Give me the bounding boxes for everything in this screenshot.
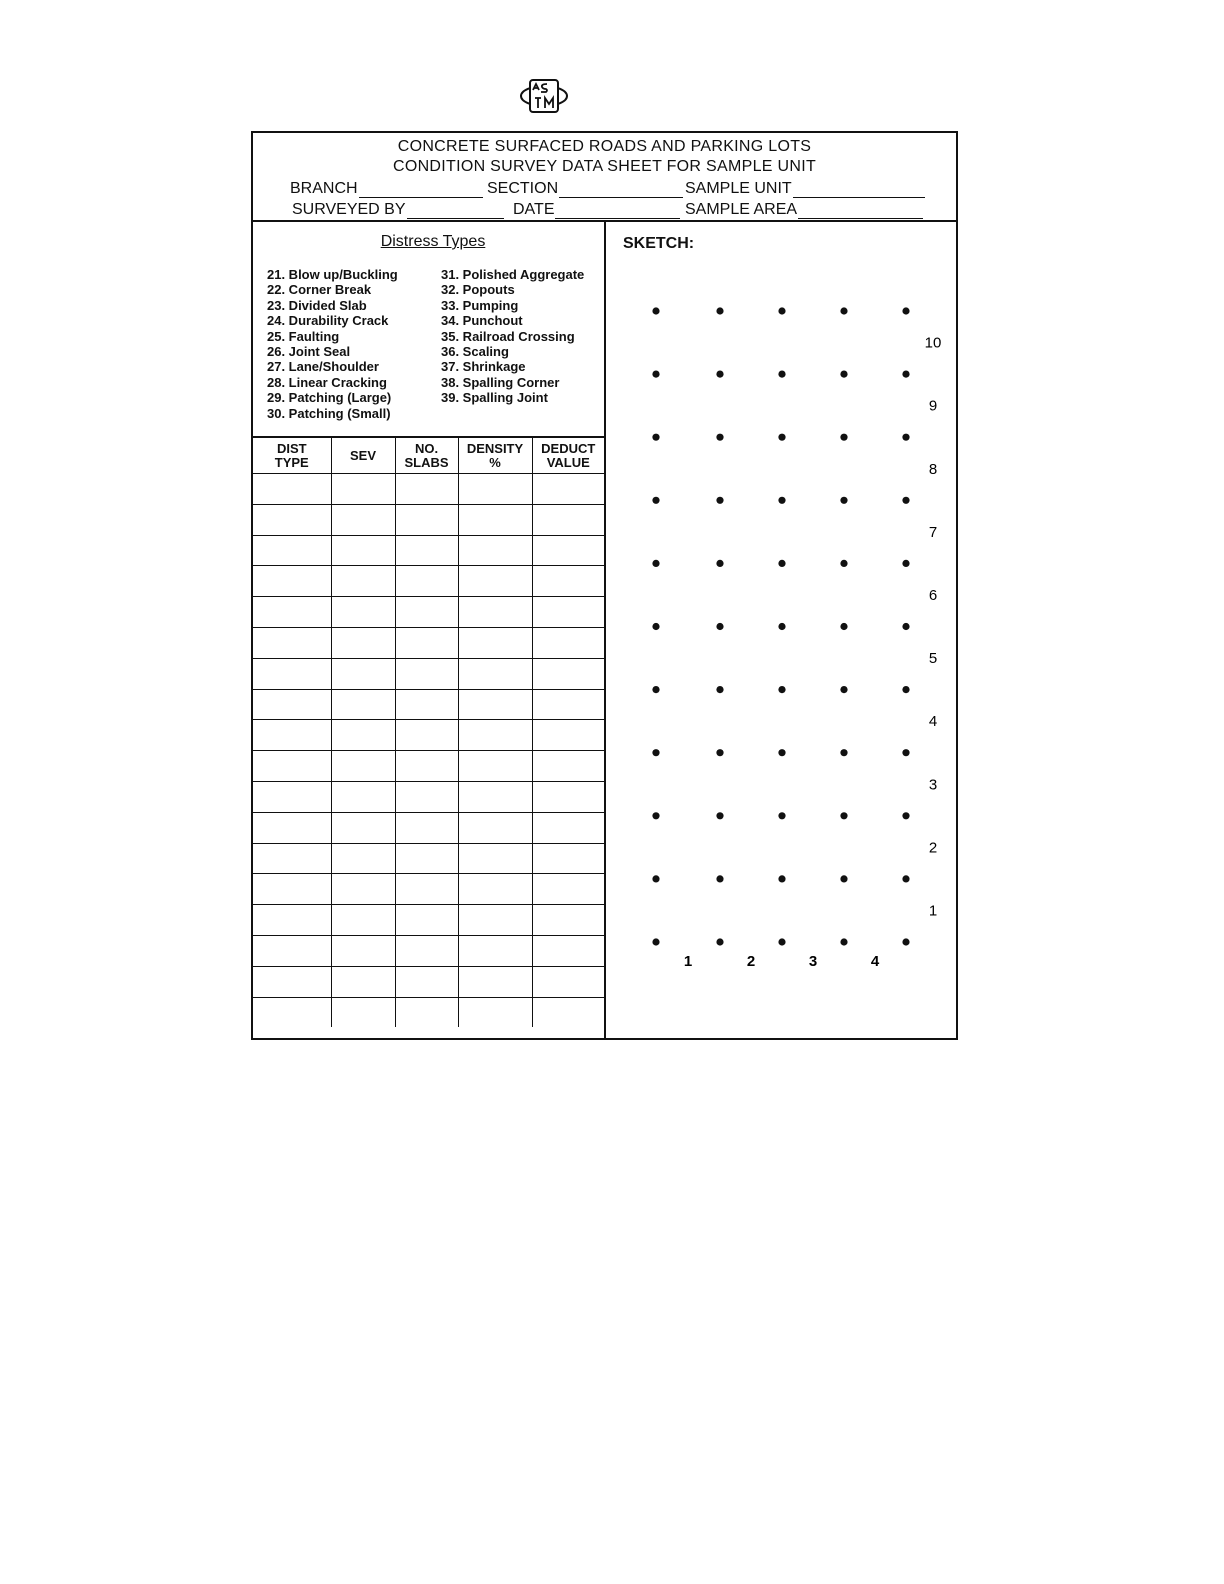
table-cell[interactable] [331,720,395,751]
table-cell[interactable] [458,812,532,843]
distress-type-item: 36. Scaling [441,344,509,360]
sample-area-label: SAMPLE AREA [685,201,798,218]
table-cell[interactable] [331,997,395,1027]
table-cell[interactable] [331,658,395,689]
table-cell[interactable] [253,504,331,535]
table-row [253,966,604,997]
table-cell[interactable] [395,874,458,905]
table-cell[interactable] [395,905,458,936]
distress-type-item: 21. Blow up/Buckling [267,267,398,282]
grid-dot [902,560,909,567]
table-cell[interactable] [253,843,331,874]
grid-dot [716,623,723,630]
table-cell[interactable] [395,627,458,658]
grid-dot [902,623,909,630]
table-row [253,781,604,812]
table-cell[interactable] [532,905,604,936]
table-cell[interactable] [331,627,395,658]
table-cell[interactable] [253,720,331,751]
table-cell[interactable] [532,935,604,966]
distress-type-item: 31. Polished Aggregate [441,267,585,282]
table-cell[interactable] [253,658,331,689]
table-cell[interactable] [395,966,458,997]
distress-type-item: 28. Linear Cracking [267,374,387,390]
grid-dot [840,686,847,693]
surveyed-by-blank[interactable] [407,204,504,219]
sample-unit-blank[interactable] [793,183,925,198]
table-cell[interactable] [253,781,331,812]
table-cell[interactable] [253,566,331,597]
column-header-line2: SLABS [404,454,449,470]
distress-type-item: 29. Patching (Large) [267,390,392,406]
table-cell[interactable] [532,812,604,843]
table-cell[interactable] [253,627,331,658]
grid-dot [778,686,785,693]
grid-dot [652,812,659,819]
grid-dot [840,497,847,504]
grid-dot [716,812,723,819]
table-cell[interactable] [458,997,532,1027]
table-cell[interactable] [458,843,532,874]
distress-type-item: 26. Joint Seal [267,344,351,360]
table-row [253,812,604,843]
column-label: 2 [746,953,756,970]
table-row [253,997,604,1027]
distress-type-item: 34. Punchout [441,313,523,329]
grid-dot [778,434,785,441]
table-cell[interactable] [253,997,331,1027]
table-cell[interactable] [253,812,331,843]
grid-dot [778,938,785,945]
table-cell[interactable] [395,689,458,720]
table-cell[interactable] [331,781,395,812]
grid-dot [778,623,785,630]
grid-dot [840,560,847,567]
column-header [331,437,395,474]
table-cell[interactable] [458,504,532,535]
row-label: 4 [928,713,938,731]
table-cell[interactable] [331,812,395,843]
table-cell[interactable] [331,504,395,535]
column-header [253,437,331,474]
table-row [253,689,604,720]
column-header-line2: VALUE [546,454,590,470]
grid-dot [778,307,785,314]
grid-dot [716,560,723,567]
table-row [253,658,604,689]
grid-dot [652,307,659,314]
grid-dot [716,749,723,756]
table-cell[interactable] [395,535,458,566]
row-label: 5 [928,650,938,668]
branch-blank[interactable] [359,183,483,198]
branch-label: BRANCH [290,180,358,197]
distress-entry-table [253,436,604,1027]
column-header-line1: DIST [276,440,307,456]
table-cell[interactable] [532,627,604,658]
distress-list-column-2 [441,267,584,406]
row-label: 6 [928,586,938,604]
grid-dot [652,497,659,504]
table-cell[interactable] [458,751,532,782]
table-body [253,474,604,1028]
form-title-line1: CONCRETE SURFACED ROADS AND PARKING LOTS [397,138,812,155]
grid-dot [778,497,785,504]
grid-dot [902,875,909,882]
table-header-row [253,437,604,474]
grid-dot [652,938,659,945]
table-cell[interactable] [458,627,532,658]
grid-dot [840,434,847,441]
grid-dot [652,749,659,756]
date-blank[interactable] [555,204,680,219]
condition-survey-form [251,131,958,1040]
table-row [253,566,604,597]
row-label: 10 [924,334,942,352]
grid-dot [716,434,723,441]
table-cell[interactable] [331,566,395,597]
row-label: 3 [928,776,938,794]
table-cell[interactable] [253,874,331,905]
table-cell[interactable] [331,843,395,874]
table-cell[interactable] [331,597,395,628]
row-label: 2 [928,839,938,857]
table-cell[interactable] [458,474,532,505]
table-cell[interactable] [458,966,532,997]
grid-dot [652,623,659,630]
section-label: SECTION [487,180,559,197]
section-field[interactable] [487,180,683,198]
grid-dot [716,497,723,504]
sample-unit-field[interactable] [685,180,925,198]
table-cell[interactable] [532,720,604,751]
table-cell[interactable] [395,843,458,874]
distress-types-heading: Distress Types [380,233,486,250]
grid-dot [840,623,847,630]
column-header-line1: SEV [349,447,376,463]
sketch-grid[interactable] [606,222,956,1038]
table-cell[interactable] [458,905,532,936]
grid-dot [778,749,785,756]
table-cell[interactable] [395,566,458,597]
distress-type-item: 25. Faulting [267,328,340,344]
table-cell[interactable] [458,781,532,812]
grid-dot [652,875,659,882]
surveyed-by-label: SURVEYED BY [292,201,406,218]
table-cell[interactable] [532,997,604,1027]
grid-dot [716,938,723,945]
table-cell[interactable] [331,689,395,720]
table-cell[interactable] [395,997,458,1027]
form-title-line2: CONDITION SURVEY DATA SHEET FOR SAMPLE UNIT [392,158,817,175]
column-header-line1: NO. [414,440,439,456]
table-row [253,535,604,566]
grid-dot [652,560,659,567]
table-cell[interactable] [458,935,532,966]
date-label: DATE [513,201,555,218]
astm-logo-icon [519,76,569,116]
table-row [253,720,604,751]
grid-dot [778,560,785,567]
grid-dot [652,434,659,441]
table-row [253,474,604,505]
distress-type-item: 30. Patching (Small) [267,405,391,421]
column-header-line1: DENSITY [466,440,524,456]
table-cell[interactable] [395,812,458,843]
table-row [253,843,604,874]
table-cell[interactable] [532,689,604,720]
distress-type-item: 33. Pumping [441,297,519,313]
distress-type-item: 27. Lane/Shoulder [267,359,379,375]
column-header-line1: DEDUCT [541,440,596,456]
table-cell[interactable] [532,566,604,597]
table-row [253,935,604,966]
grid-dot [902,371,909,378]
grid-dot [902,938,909,945]
grid-dot [840,371,847,378]
distress-type-item: 39. Spalling Joint [441,390,548,406]
table-cell[interactable] [331,874,395,905]
grid-dot [778,371,785,378]
distress-list-column-1 [267,267,398,421]
table-cell[interactable] [331,535,395,566]
branch-field[interactable] [290,180,483,198]
grid-dot [840,307,847,314]
table-cell[interactable] [253,474,331,505]
table-row [253,751,604,782]
table-cell[interactable] [532,874,604,905]
row-label: 8 [928,460,938,478]
distress-type-item: 22. Corner Break [267,282,372,298]
table-cell[interactable] [532,597,604,628]
sample-area-field[interactable] [685,201,923,219]
table-cell[interactable] [331,935,395,966]
grid-dot [902,497,909,504]
sample-area-blank[interactable] [798,204,923,219]
grid-dot [840,938,847,945]
table-cell[interactable] [458,566,532,597]
distress-panel [253,222,606,1038]
table-cell[interactable] [458,720,532,751]
grid-dot [716,875,723,882]
table-row [253,905,604,936]
table-cell[interactable] [331,474,395,505]
column-header-line2: % [489,454,501,470]
table-cell[interactable] [532,658,604,689]
grid-dot [840,749,847,756]
grid-dot [840,875,847,882]
column-header-line2: TYPE [274,454,309,470]
grid-dot [902,812,909,819]
distress-type-item: 35. Railroad Crossing [441,328,575,344]
sample-unit-label: SAMPLE UNIT [685,180,792,197]
table-cell[interactable] [395,597,458,628]
table-cell[interactable] [532,535,604,566]
table-cell[interactable] [253,966,331,997]
table-cell[interactable] [458,535,532,566]
table-cell[interactable] [253,935,331,966]
table-row [253,627,604,658]
grid-dot [902,434,909,441]
grid-dot [902,307,909,314]
distress-type-item: 37. Shrinkage [441,359,526,375]
table-cell[interactable] [532,781,604,812]
section-blank[interactable] [559,183,683,198]
column-header [458,437,532,474]
table-cell[interactable] [458,874,532,905]
table-cell[interactable] [458,689,532,720]
grid-dot [652,686,659,693]
distress-type-item: 24. Durability Crack [267,313,389,329]
table-row [253,597,604,628]
column-header [532,437,604,474]
column-label: 1 [683,953,693,970]
column-header [395,437,458,474]
table-cell[interactable] [395,751,458,782]
table-cell[interactable] [331,905,395,936]
sketch-label: SKETCH: [623,235,695,252]
table-cell[interactable] [395,935,458,966]
grid-dot [902,749,909,756]
grid-dot [716,371,723,378]
grid-dot [902,686,909,693]
grid-dot [716,686,723,693]
grid-dot [716,307,723,314]
table-cell[interactable] [532,504,604,535]
grid-dot [778,875,785,882]
table-cell[interactable] [253,751,331,782]
row-label: 7 [928,523,938,541]
grid-dot [778,812,785,819]
table-cell[interactable] [458,658,532,689]
table-cell[interactable] [532,474,604,505]
surveyed-by-field[interactable] [292,201,504,219]
table-cell[interactable] [532,751,604,782]
column-label: 3 [808,953,818,970]
column-label: 4 [870,953,880,970]
table-cell[interactable] [395,504,458,535]
row-label: 1 [928,902,938,920]
table-cell[interactable] [532,966,604,997]
table-cell[interactable] [331,966,395,997]
row-label: 9 [928,397,938,415]
table-cell[interactable] [253,905,331,936]
table-cell[interactable] [458,597,532,628]
table-cell[interactable] [532,843,604,874]
grid-dot [652,371,659,378]
table-cell[interactable] [395,658,458,689]
distress-type-item: 38. Spalling Corner [441,374,560,390]
distress-type-item: 23. Divided Slab [267,297,367,313]
table-cell[interactable] [253,535,331,566]
table-cell[interactable] [395,781,458,812]
form-header [253,133,956,222]
table-cell[interactable] [253,597,331,628]
table-cell[interactable] [395,474,458,505]
table-cell[interactable] [331,751,395,782]
distress-type-item: 32. Popouts [441,282,515,298]
table-cell[interactable] [253,689,331,720]
table-row [253,504,604,535]
table-cell[interactable] [395,720,458,751]
date-field[interactable] [513,201,680,219]
table-row [253,874,604,905]
grid-dot [840,812,847,819]
